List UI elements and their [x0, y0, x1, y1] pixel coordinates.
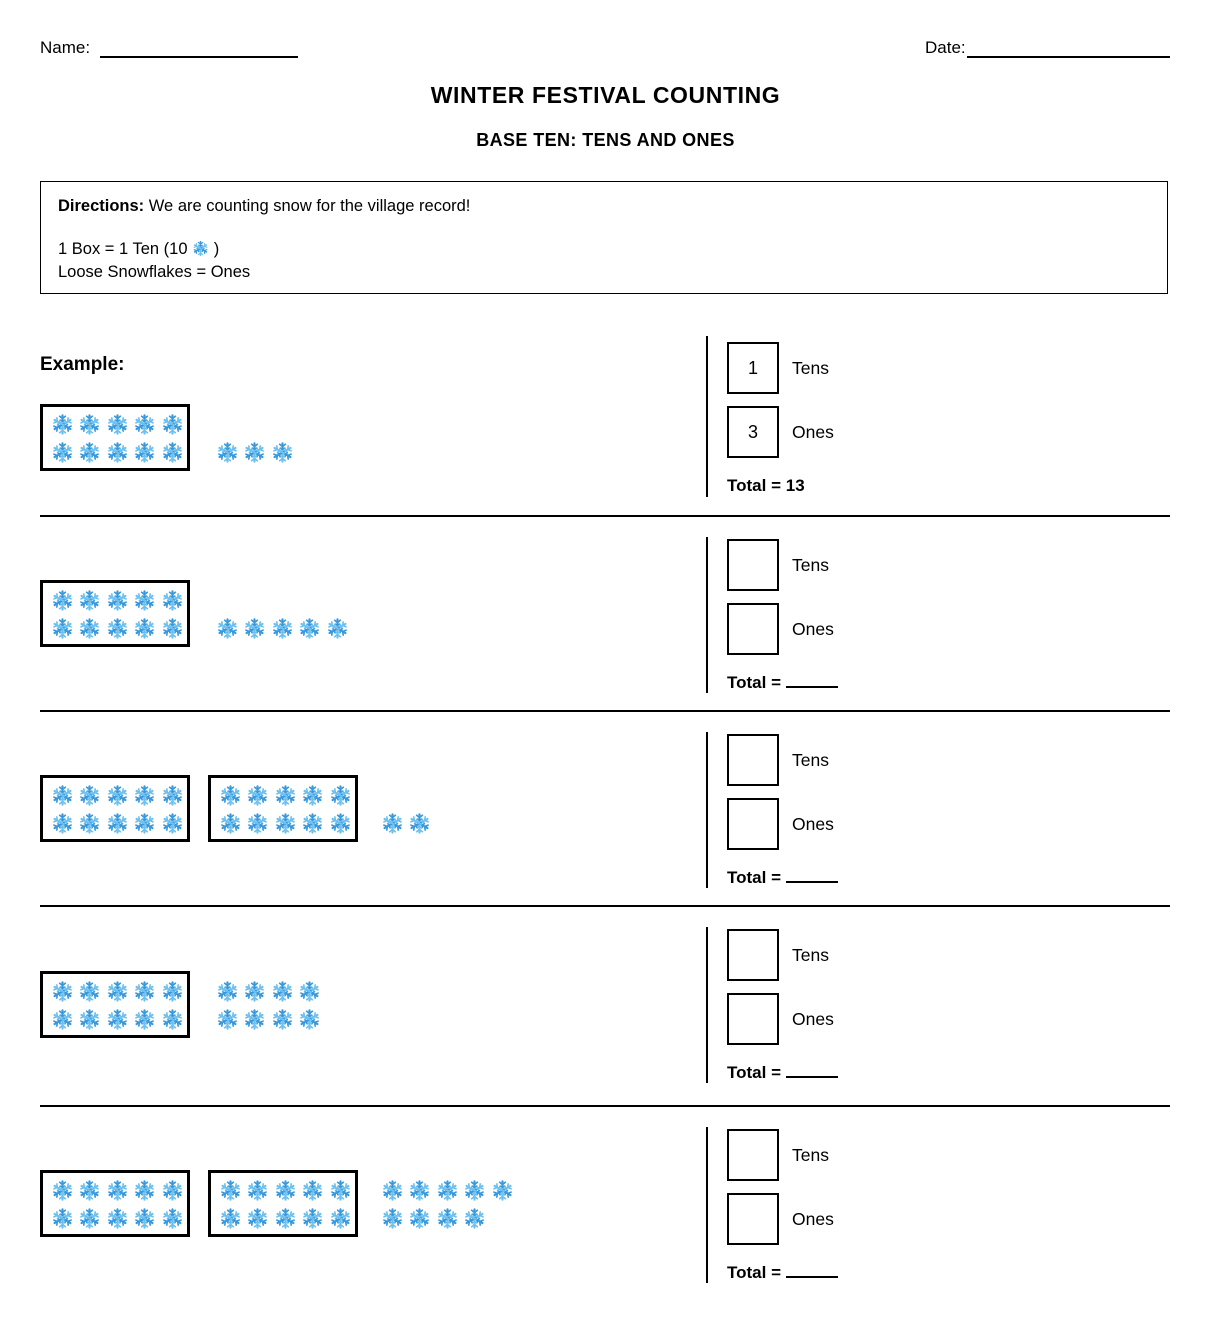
snowflake-icon — [51, 1179, 74, 1202]
tens-caption: Tens — [792, 357, 829, 378]
snowflake-icon-wrap — [246, 1179, 269, 1202]
snowflake-icon-wrap — [329, 1207, 352, 1230]
rule1-suffix: ) — [213, 240, 220, 258]
snowflake-icon-wrap — [51, 1207, 74, 1230]
snowflake-icon — [301, 1207, 324, 1230]
loose-snowflake-icon-wrap — [491, 1179, 514, 1202]
tens-input-box[interactable] — [727, 1129, 779, 1181]
snowflake-icon — [246, 1207, 269, 1230]
snowflake-icon-wrap — [78, 1207, 101, 1230]
tens-caption: Tens — [792, 944, 829, 965]
total-label: Total = — [727, 673, 781, 692]
directions-rule-2: Loose Snowflakes = Ones — [58, 263, 251, 281]
answer-divider-line — [706, 1127, 708, 1283]
snowflake-icon — [274, 1207, 297, 1230]
directions-heading: Directions: — [58, 197, 145, 215]
total-label: Total = — [727, 476, 781, 495]
page-subtitle: BASE TEN: TENS AND ONES — [476, 130, 735, 150]
loose-snowflake-icon-wrap — [463, 1207, 486, 1230]
snowflake-icon-wrap — [219, 1207, 242, 1230]
section-divider — [40, 1105, 1170, 1107]
snowflake-icon — [463, 1179, 486, 1202]
total-value: 13 — [785, 476, 805, 495]
directions-text: We are counting snow for the village record! — [148, 197, 471, 215]
tens-caption: Tens — [792, 749, 829, 770]
tens-caption: Tens — [792, 554, 829, 575]
snowflake-icon — [408, 1207, 431, 1230]
loose-snowflake-icon-wrap — [463, 1179, 486, 1202]
loose-snowflake-icon-wrap — [381, 1207, 404, 1230]
snowflake-icon — [436, 1207, 459, 1230]
loose-snowflake-icon-wrap — [408, 1179, 431, 1202]
snowflake-icon-wrap — [78, 1179, 101, 1202]
snowflake-icon — [106, 1207, 129, 1230]
snowflake-icon-wrap — [106, 1207, 129, 1230]
ones-caption: Ones — [792, 1208, 834, 1229]
snowflake-icon — [463, 1207, 486, 1230]
page-title: WINTER FESTIVAL COUNTING — [430, 82, 781, 108]
snowflake-icon — [274, 1179, 297, 1202]
snowflake-icon-wrap — [329, 1179, 352, 1202]
snowflake-icon-wrap — [106, 1179, 129, 1202]
date-label: Date: — [925, 38, 966, 57]
snowflake-icon — [381, 1179, 404, 1202]
snowflake-icon-wrap — [133, 1207, 156, 1230]
snowflake-icon — [219, 1179, 242, 1202]
snowflake-icon — [161, 1207, 184, 1230]
rule1-prefix: 1 Box = 1 Ten (10 — [58, 240, 188, 258]
snowflake-icon — [491, 1179, 514, 1202]
ones-caption: Ones — [792, 1008, 834, 1029]
snowflake-icon-wrap — [274, 1207, 297, 1230]
snowflake-icon-wrap — [301, 1207, 324, 1230]
ones-caption: Ones — [792, 813, 834, 834]
snowflake-icon — [301, 1179, 324, 1202]
total-label: Total = — [727, 1263, 781, 1282]
total-blank-line[interactable] — [786, 1263, 838, 1278]
snowflake-icon — [51, 1207, 74, 1230]
snowflake-icon-wrap — [161, 1179, 184, 1202]
tens-caption: Tens — [792, 1144, 829, 1165]
snowflake-icon-wrap — [219, 1179, 242, 1202]
snowflake-icon — [219, 1207, 242, 1230]
snowflake-icon-wrap — [274, 1179, 297, 1202]
name-label: Name: — [40, 38, 91, 57]
snowflake-icon — [133, 1207, 156, 1230]
snowflake-icon — [381, 1207, 404, 1230]
snowflake-icon — [78, 1207, 101, 1230]
loose-snowflake-icon-wrap — [408, 1207, 431, 1230]
tens-value: 1 — [747, 357, 758, 378]
snowflake-icon — [133, 1179, 156, 1202]
loose-snowflake-icon-wrap — [436, 1179, 459, 1202]
ones-value: 3 — [747, 421, 758, 442]
snowflake-icon-wrap — [133, 1179, 156, 1202]
snowflake-icon — [329, 1179, 352, 1202]
snowflake-icon — [106, 1179, 129, 1202]
total-line — [727, 1263, 838, 1283]
snowflake-icon — [246, 1179, 269, 1202]
ones-caption: Ones — [792, 421, 834, 442]
ones-input-box[interactable] — [727, 1193, 779, 1245]
snowflake-icon-wrap — [246, 1207, 269, 1230]
section-divider — [40, 710, 1170, 712]
section-divider — [40, 905, 1170, 907]
snowflake-icon-wrap — [301, 1179, 324, 1202]
snowflake-icon-wrap — [161, 1207, 184, 1230]
section-divider — [40, 515, 1170, 517]
total-label: Total = — [727, 1063, 781, 1082]
total-label: Total = — [727, 868, 781, 887]
snowflake-icon — [329, 1207, 352, 1230]
loose-snowflake-icon-wrap — [436, 1207, 459, 1230]
snowflake-icon — [408, 1179, 431, 1202]
loose-snowflake-icon-wrap — [381, 1179, 404, 1202]
snowflake-icon — [161, 1179, 184, 1202]
snowflake-icon-wrap — [51, 1179, 74, 1202]
example-label: Example: — [40, 354, 125, 375]
ones-caption: Ones — [792, 618, 834, 639]
snowflake-icon — [436, 1179, 459, 1202]
snowflake-icon — [78, 1179, 101, 1202]
